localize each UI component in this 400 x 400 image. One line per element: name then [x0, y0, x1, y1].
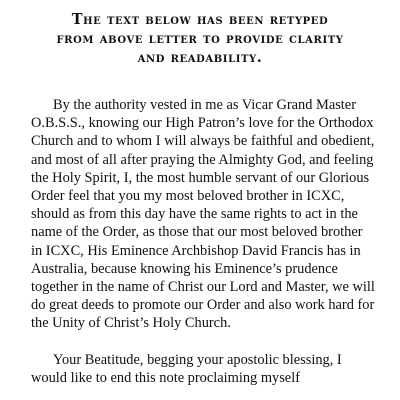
paragraph-line: Australia, because knowing his Eminence’s prudence — [31, 260, 338, 277]
paragraph-line: would like to end this note proclaiming myself — [31, 369, 300, 386]
letter-paragraph-closing — [31, 351, 381, 387]
paragraph-line: in ICXC, His Eminence Archbishop David Francis has in — [31, 242, 361, 259]
heading-line: and readability. — [137, 49, 263, 66]
paragraph-line: do great deeds to promote our Order and also work hard for — [31, 297, 375, 314]
paragraph-line: the Unity of Christ’s Holy Church. — [31, 315, 231, 332]
retyped-notice-heading — [20, 10, 380, 67]
paragraph-line: By the authority vested in me as Vicar Grand Master — [53, 97, 356, 113]
paragraph-line: and most of all after praying the Almighty God, and feeling — [31, 151, 374, 168]
letter-paragraph-authority — [31, 96, 381, 333]
paragraph-line: Order feel that you my most beloved brother in ICXC, — [31, 188, 345, 205]
paragraph-line: Church and to whom I will always be faithful and obedient, — [31, 133, 375, 150]
paragraph-line: Your Beatitude, begging your apostolic blessing, I — [53, 351, 342, 368]
paragraph-line: together in the name of Christ our Lord and Master, we will — [31, 279, 375, 296]
heading-line: from above letter to provide clarity — [56, 30, 344, 47]
paragraph-line: O.B.S.S., knowing our High Patron’s love for the Orthodox — [31, 115, 374, 132]
heading-line: The text below has been retyped — [71, 11, 329, 28]
letter-body — [31, 96, 381, 387]
paragraph-line: the Holy Spirit, I, the most humble servant of our Glorious — [31, 169, 370, 186]
paragraph-line: should as from this day have the same rights to act in the — [31, 206, 358, 223]
paragraph-line: name of the Order, as those that our most beloved brother — [31, 224, 363, 241]
